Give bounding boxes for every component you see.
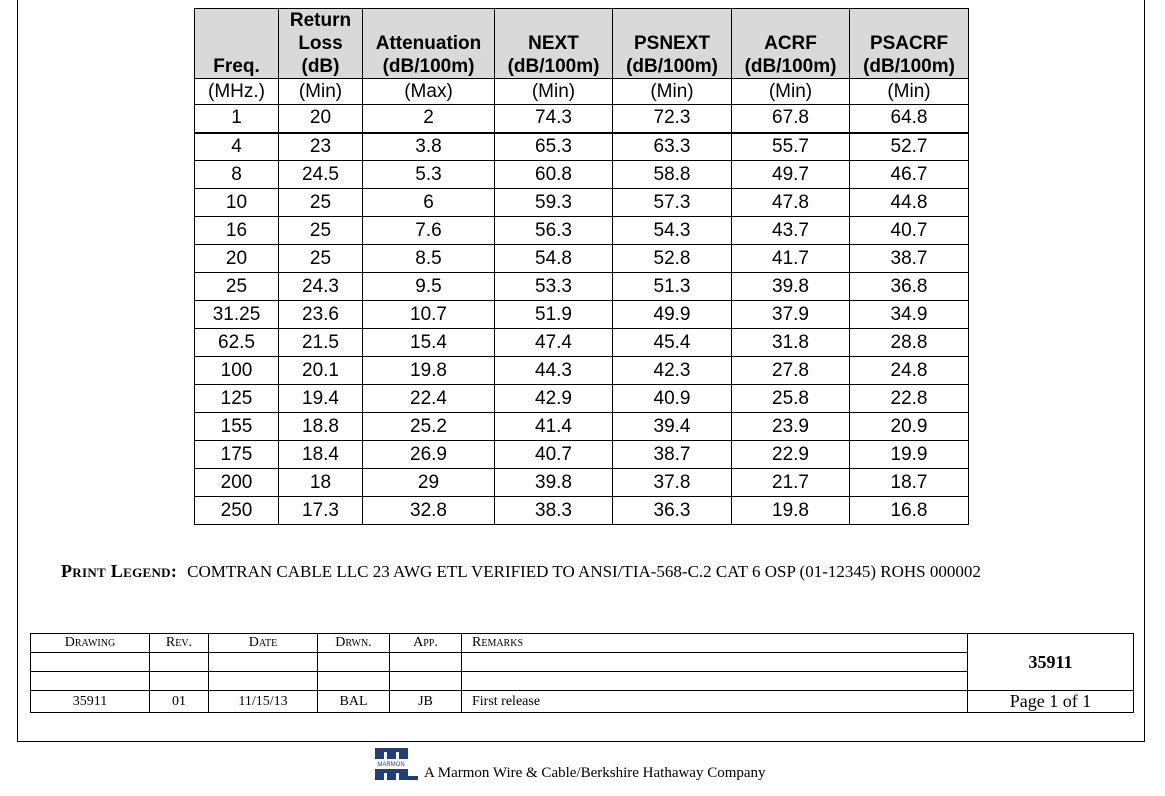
table-cell: 44.8 bbox=[850, 189, 969, 217]
marmon-logo-icon bbox=[374, 746, 418, 782]
table-cell: 26.9 bbox=[363, 441, 495, 469]
column-header-top: Return bbox=[289, 10, 352, 31]
page-number: Page 1 of 1 bbox=[968, 691, 1134, 713]
table-cell: 6 bbox=[363, 189, 495, 217]
table-cell: 49.9 bbox=[613, 301, 732, 329]
table-cell: 5.3 bbox=[363, 161, 495, 189]
table-row bbox=[195, 189, 969, 217]
column-header-unit: (dB/100m) bbox=[863, 56, 955, 77]
table-cell: 38.7 bbox=[850, 245, 969, 273]
column-header-unit: Freq. bbox=[213, 56, 260, 77]
column-subheader: (Min) bbox=[613, 79, 732, 105]
table-cell: 19.8 bbox=[732, 497, 850, 525]
table-row bbox=[195, 413, 969, 441]
column-header-top bbox=[363, 9, 494, 32]
table-cell: 65.3 bbox=[495, 133, 613, 161]
column-header-mid: ACRF bbox=[764, 33, 817, 54]
table-row bbox=[195, 217, 969, 245]
table-cell: 59.3 bbox=[495, 189, 613, 217]
table-cell: 40.7 bbox=[495, 441, 613, 469]
entry-remarks: First release bbox=[462, 691, 968, 713]
table-row bbox=[195, 385, 969, 413]
table-cell: 46.7 bbox=[850, 161, 969, 189]
spec-body bbox=[195, 105, 969, 525]
table-cell: 41.4 bbox=[495, 413, 613, 441]
column-header bbox=[613, 9, 732, 79]
rev-header: Rev. bbox=[150, 634, 209, 653]
drawing-number: 35911 bbox=[968, 634, 1134, 691]
table-cell: 38.3 bbox=[495, 497, 613, 525]
column-header-unit: (dB) bbox=[301, 56, 340, 77]
table-cell: 15.4 bbox=[363, 329, 495, 357]
table-cell: 8 bbox=[195, 161, 279, 189]
table-cell: 25.2 bbox=[363, 413, 495, 441]
table-cell: 39.4 bbox=[613, 413, 732, 441]
entry-date: 11/15/13 bbox=[209, 691, 318, 713]
table-cell: 21.7 bbox=[732, 469, 850, 497]
table-cell: 34.9 bbox=[850, 301, 969, 329]
table-row bbox=[195, 441, 969, 469]
table-cell: 250 bbox=[195, 497, 279, 525]
column-header-unit: (dB/100m) bbox=[626, 56, 718, 77]
table-cell: 45.4 bbox=[613, 329, 732, 357]
table-cell: 55.7 bbox=[732, 133, 850, 161]
table-cell: 63.3 bbox=[613, 133, 732, 161]
column-header-unit: (dB/100m) bbox=[507, 56, 600, 77]
footer-company: A Marmon Wire & Cable/Berkshire Hathaway Company bbox=[424, 765, 766, 781]
table-cell: 20.9 bbox=[850, 413, 969, 441]
table-cell: 32.8 bbox=[363, 497, 495, 525]
table-cell: 22.9 bbox=[732, 441, 850, 469]
table-cell: 47.8 bbox=[732, 189, 850, 217]
table-cell: 25 bbox=[279, 189, 363, 217]
column-header-top bbox=[850, 9, 968, 32]
table-cell: 25.8 bbox=[732, 385, 850, 413]
table-cell: 24.8 bbox=[850, 357, 969, 385]
column-header-unit: (dB/100m) bbox=[382, 56, 475, 77]
column-header-mid: PSACRF bbox=[869, 33, 949, 54]
table-cell: 18.4 bbox=[279, 441, 363, 469]
table-row bbox=[195, 105, 969, 133]
table-cell: 18.8 bbox=[279, 413, 363, 441]
table-cell: 51.9 bbox=[495, 301, 613, 329]
table-cell: 155 bbox=[195, 413, 279, 441]
table-cell: 40.7 bbox=[850, 217, 969, 245]
entry-app: JB bbox=[390, 691, 462, 713]
table-cell: 23.9 bbox=[732, 413, 850, 441]
table-cell: 43.7 bbox=[732, 217, 850, 245]
column-header-top bbox=[195, 9, 278, 32]
table-cell: 42.9 bbox=[495, 385, 613, 413]
table-cell: 40.9 bbox=[613, 385, 732, 413]
column-header-top bbox=[732, 9, 849, 32]
table-cell: 22.8 bbox=[850, 385, 969, 413]
table-cell: 100 bbox=[195, 357, 279, 385]
table-cell: 18 bbox=[279, 469, 363, 497]
table-cell: 21.5 bbox=[279, 329, 363, 357]
table-cell: 27.8 bbox=[732, 357, 850, 385]
column-header bbox=[495, 9, 613, 79]
table-cell: 3.8 bbox=[363, 133, 495, 161]
table-cell: 36.3 bbox=[613, 497, 732, 525]
table-cell: 42.3 bbox=[613, 357, 732, 385]
drawing-header: Drawing bbox=[31, 634, 150, 653]
table-cell: 10.7 bbox=[363, 301, 495, 329]
table-cell: 37.8 bbox=[613, 469, 732, 497]
table-cell: 57.3 bbox=[613, 189, 732, 217]
entry-drwn: BAL bbox=[318, 691, 390, 713]
table-cell: 62.5 bbox=[195, 329, 279, 357]
table-cell: 22.4 bbox=[363, 385, 495, 413]
table-cell: 19.4 bbox=[279, 385, 363, 413]
column-subheader: (MHz.) bbox=[195, 79, 279, 105]
table-cell: 47.4 bbox=[495, 329, 613, 357]
title-block-header-row bbox=[31, 634, 1134, 653]
table-cell: 8.5 bbox=[363, 245, 495, 273]
table-cell: 16 bbox=[195, 217, 279, 245]
table-cell: 23 bbox=[279, 133, 363, 161]
table-row bbox=[195, 329, 969, 357]
table-row bbox=[195, 469, 969, 497]
entry-rev: 01 bbox=[150, 691, 209, 713]
table-cell: 39.8 bbox=[732, 273, 850, 301]
table-cell: 38.7 bbox=[613, 441, 732, 469]
remarks-header: Remarks bbox=[462, 634, 968, 653]
table-cell: 23.6 bbox=[279, 301, 363, 329]
column-header bbox=[850, 9, 969, 79]
table-cell: 31.8 bbox=[732, 329, 850, 357]
table-cell: 1 bbox=[195, 105, 279, 133]
table-cell: 52.7 bbox=[850, 133, 969, 161]
table-cell: 20.1 bbox=[279, 357, 363, 385]
table-cell: 25 bbox=[279, 217, 363, 245]
table-cell: 49.7 bbox=[732, 161, 850, 189]
marmon-logo-text: MARMON bbox=[377, 762, 405, 768]
column-header bbox=[279, 9, 363, 79]
table-cell: 20 bbox=[195, 245, 279, 273]
print-legend-label: Print Legend: bbox=[61, 561, 178, 581]
table-row bbox=[195, 161, 969, 189]
entry-drawing: 35911 bbox=[31, 691, 150, 713]
table-cell: 39.8 bbox=[495, 469, 613, 497]
column-subheader: (Min) bbox=[850, 79, 969, 105]
column-header bbox=[363, 9, 495, 79]
column-subheader: (Min) bbox=[732, 79, 850, 105]
table-cell: 19.9 bbox=[850, 441, 969, 469]
drwn-header: Drwn. bbox=[318, 634, 390, 653]
table-cell: 74.3 bbox=[495, 105, 613, 133]
table-cell: 17.3 bbox=[279, 497, 363, 525]
print-legend-text: COMTRAN CABLE LLC 23 AWG ETL VERIFIED TO ANSI/TIA-568-C.2 CAT 6 OSP (01-12345) ROHS 000002 bbox=[187, 562, 981, 581]
title-block bbox=[30, 633, 1134, 713]
table-row bbox=[195, 133, 969, 161]
table-cell: 52.8 bbox=[613, 245, 732, 273]
table-row bbox=[195, 357, 969, 385]
column-header-top bbox=[613, 9, 731, 32]
table-cell: 41.7 bbox=[732, 245, 850, 273]
table-cell: 58.8 bbox=[613, 161, 732, 189]
column-header-top bbox=[495, 9, 612, 32]
column-subheader: (Max) bbox=[363, 79, 495, 105]
column-header bbox=[732, 9, 850, 79]
table-cell: 53.3 bbox=[495, 273, 613, 301]
table-cell: 10 bbox=[195, 189, 279, 217]
table-cell: 4 bbox=[195, 133, 279, 161]
column-header-unit: (dB/100m) bbox=[744, 56, 837, 77]
table-cell: 37.9 bbox=[732, 301, 850, 329]
table-cell: 7.6 bbox=[363, 217, 495, 245]
app-header: App. bbox=[390, 634, 462, 653]
column-header bbox=[195, 9, 279, 79]
column-header-mid: NEXT bbox=[528, 33, 579, 54]
table-cell: 72.3 bbox=[613, 105, 732, 133]
table-cell: 56.3 bbox=[495, 217, 613, 245]
table-cell: 16.8 bbox=[850, 497, 969, 525]
table-cell: 25 bbox=[279, 245, 363, 273]
table-cell: 24.5 bbox=[279, 161, 363, 189]
print-legend bbox=[61, 561, 981, 582]
table-cell: 25 bbox=[195, 273, 279, 301]
table-cell: 36.8 bbox=[850, 273, 969, 301]
table-cell: 19.8 bbox=[363, 357, 495, 385]
table-row bbox=[195, 245, 969, 273]
table-cell: 28.8 bbox=[850, 329, 969, 357]
spec-table bbox=[194, 8, 969, 525]
table-cell: 20 bbox=[279, 105, 363, 133]
table-cell: 175 bbox=[195, 441, 279, 469]
table-cell: 18.7 bbox=[850, 469, 969, 497]
units-row bbox=[195, 79, 969, 105]
table-cell: 54.3 bbox=[613, 217, 732, 245]
header-row bbox=[195, 9, 969, 79]
column-header-mid: PSNEXT bbox=[633, 33, 711, 54]
table-row bbox=[195, 497, 969, 525]
column-subheader: (Min) bbox=[279, 79, 363, 105]
table-cell: 200 bbox=[195, 469, 279, 497]
table-cell: 51.3 bbox=[613, 273, 732, 301]
table-cell: 9.5 bbox=[363, 273, 495, 301]
column-header-mid bbox=[195, 32, 278, 55]
table-cell: 44.3 bbox=[495, 357, 613, 385]
date-header: Date bbox=[209, 634, 318, 653]
table-row bbox=[195, 273, 969, 301]
title-block-entry-row bbox=[31, 691, 1134, 713]
table-cell: 64.8 bbox=[850, 105, 969, 133]
table-cell: 67.8 bbox=[732, 105, 850, 133]
table-cell: 29 bbox=[363, 469, 495, 497]
table-cell: 2 bbox=[363, 105, 495, 133]
table-cell: 125 bbox=[195, 385, 279, 413]
column-header-mid: Attenuation bbox=[375, 33, 482, 54]
column-header-mid: Loss bbox=[298, 33, 343, 54]
table-cell: 31.25 bbox=[195, 301, 279, 329]
table-cell: 24.3 bbox=[279, 273, 363, 301]
column-subheader: (Min) bbox=[495, 79, 613, 105]
table-cell: 60.8 bbox=[495, 161, 613, 189]
table-cell: 54.8 bbox=[495, 245, 613, 273]
table-row bbox=[195, 301, 969, 329]
